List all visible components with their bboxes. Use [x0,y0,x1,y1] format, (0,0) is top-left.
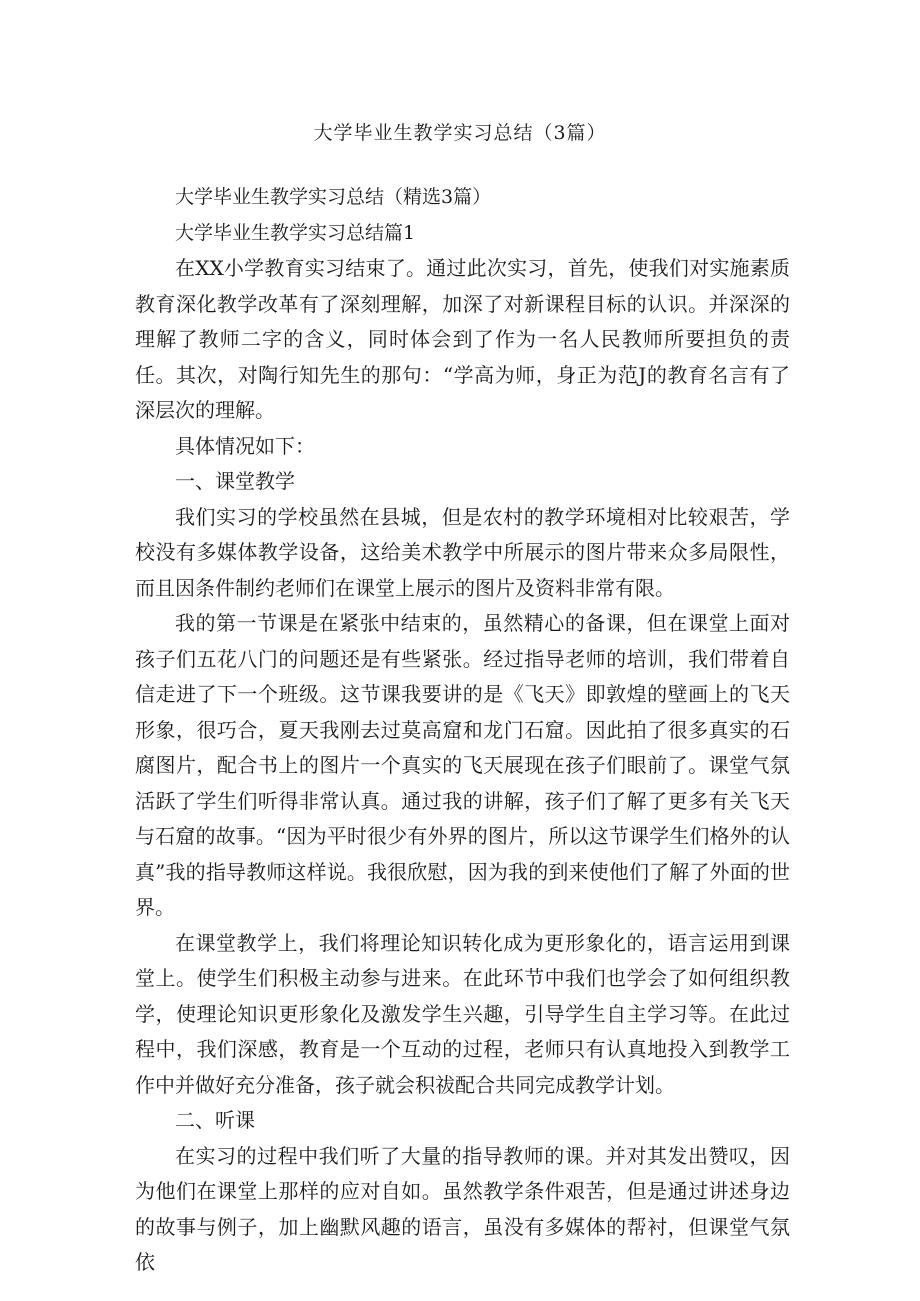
paragraph-school-conditions: 我们实习的学校虽然在县城，但是农村的教学环境相对比较艰苦，学校没有多媒体教学设备，这给美术教学中所展示的图片带来众多局限性，而且因条件制约老师们在课堂上展示的图片及资料非常有限。 [135,504,790,600]
paragraph-details-heading: 具体情况如下： [175,433,315,458]
document-title: 大学毕业生教学实习总结（3篇） [313,122,607,144]
document-subtitle: 大学毕业生教学实习总结（精选3篇） [175,186,492,208]
paragraph-observation: 在实习的过程中我们听了大量的指导教师的课。并对其发出赞叹，因为他们在课堂上那样的应对自如。虽然教学条件艰苦，但是通过讲述身边的故事与例子，加上幽默风趣的语言，虽没有多媒体的帮衬，但课堂气氛依 [135,1143,790,1274]
heading-lesson-observation: 二、听课 [175,1108,255,1132]
paragraph-intro: 在XX小学教育实习结束了。通过此次实习，首先，使我们对实施素质教育深化教学改革有了深刻理解，加深了对新课程目标的认识。并深深的理解了教师二字的含义，同时体会到了作为一名人民教师所要担负的责任。其次，对陶行知先生的那句：“学高为师，身正为范J的教育名言有了深层次的理解。 [135,256,790,422]
section-title: 大学毕业生教学实习总结篇1 [175,221,416,244]
document-body [135,180,790,1281]
paragraph-first-lesson: 我的第一节课是在紧张中结束的，虽然精心的备课，但在课堂上面对孩子们五花八门的问题还是有些紧张。经过指导老师的培训，我们带着自信走进了下一个班级。这节课我要讲的是《飞天》即敦煌的壁画上的飞天形象，很巧合，夏天我刚去过莫高窟和龙门石窟。因此拍了很多真实的石腐图片，配合书上的图片一个真实的飞天展现在孩子们眼前了。课堂气氛活跃了学生们听得非常认真。通过我的讲解，孩子们了解了更多有关飞天与石窟的故事。“因为平时很少有外界的图片，所以这节课学生们格外的认真”我的指导教师这样说。我很欣慰，因为我的到来使他们了解了外面的世界。 [135,611,790,919]
heading-classroom-teaching: 一、课堂教学 [175,469,295,493]
paragraph-classroom-method: 在课堂教学上，我们将理论知识转化成为更形象化的，语言运用到课堂上。使学生们积极主动参与进来。在此环节中我们也学会了如何组织教学，使理论知识更形象化及激发学生兴趣，引导学生自主学习等。在此过程中，我们深感，教育是一个互动的过程，老师只有认真地投入到教学工作中并做好充分准备，孩子就会积祓配合共同完成教学计划。 [135,930,790,1097]
